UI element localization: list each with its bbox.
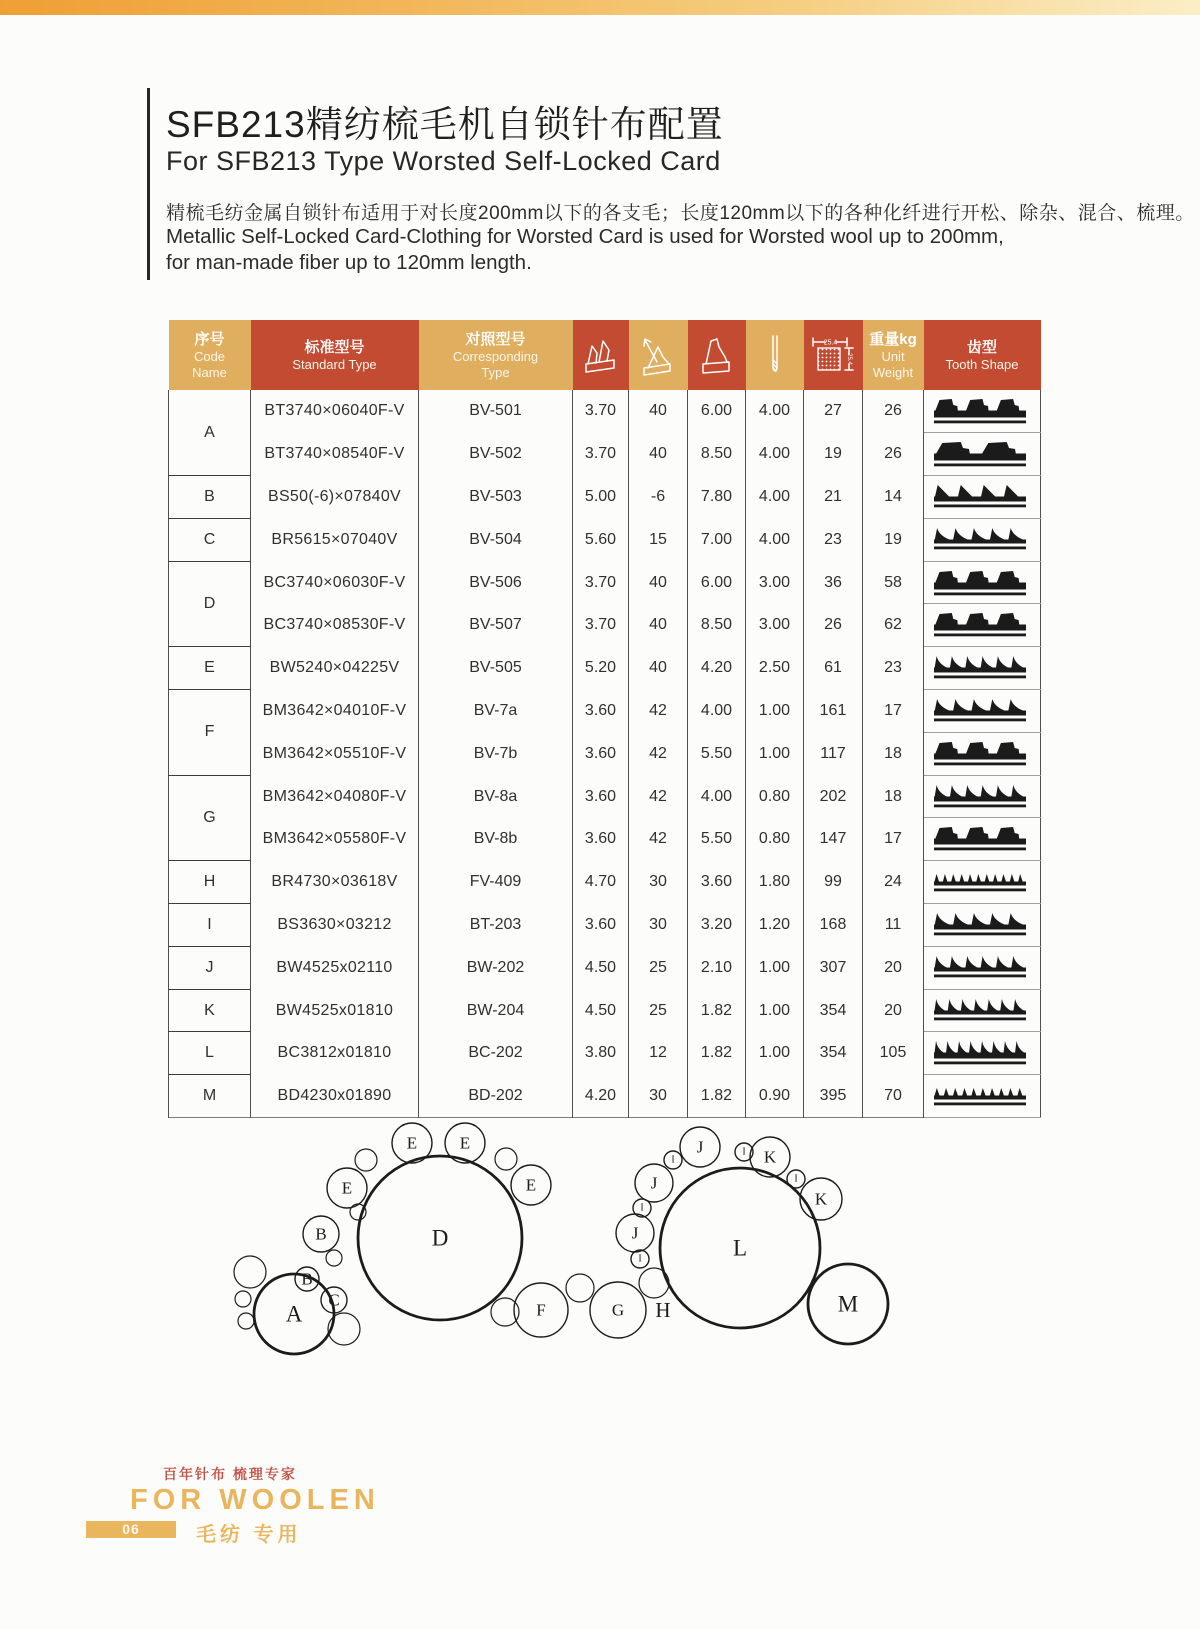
brand-logo: FOR WOOLEN	[130, 1484, 380, 1516]
cell-tooth-shape	[924, 775, 1041, 818]
cell-tooth-shape	[924, 690, 1041, 733]
description-zh: 精梳毛纺金属自锁针布适用于对长度200mm以下的各支毛；长度120mm以下的各种化纤进行开松、除杂、混合、梳理。	[166, 203, 1195, 224]
cell-tooth-depth: 7.00	[688, 518, 746, 561]
roller-label-A: A	[285, 1301, 303, 1327]
roller-label-J: J	[696, 1137, 704, 1157]
cell-tooth-shape	[924, 1032, 1041, 1075]
roller-label-C: C	[328, 1290, 340, 1310]
cell-unit-weight: 20	[863, 946, 924, 989]
cell-rib-width: 1.00	[746, 946, 804, 989]
cell-code-G: G	[169, 775, 251, 861]
cell-code-A: A	[169, 390, 251, 476]
cell-working-angle: 25	[629, 946, 688, 989]
svg-text:25.4: 25.4	[846, 353, 852, 365]
cell-working-angle: 12	[629, 1032, 688, 1075]
cell-tooth-depth: 5.50	[688, 732, 746, 775]
roller-small	[234, 1256, 266, 1288]
roller-small	[566, 1274, 594, 1302]
rib-width-icon	[763, 332, 787, 378]
cell-total-height: 5.20	[573, 647, 629, 690]
cell-total-height: 3.70	[573, 433, 629, 476]
table-row	[169, 904, 1041, 947]
cell-points-density: 354	[804, 989, 863, 1032]
tooth-shape-graphic	[932, 740, 1032, 768]
roller-label-M: M	[837, 1291, 859, 1317]
description-en	[166, 224, 1004, 276]
cell-rib-width: 1.20	[746, 904, 804, 947]
table-row	[169, 861, 1041, 904]
cell-unit-weight: 11	[863, 904, 924, 947]
cell-total-height: 3.60	[573, 690, 629, 733]
cell-total-height: 4.20	[573, 1075, 629, 1118]
table-row	[169, 1075, 1041, 1118]
cell-rib-width: 1.00	[746, 989, 804, 1032]
cell-standard-type: BM3642×04080F-V	[251, 775, 419, 818]
tooth-depth-icon	[698, 333, 736, 377]
tooth-shape-graphic	[932, 654, 1032, 682]
cell-working-angle: 40	[629, 561, 688, 604]
cell-corresponding-type: BV-503	[419, 476, 573, 519]
tooth-shape-graphic	[932, 440, 1032, 468]
roller-label-B: B	[301, 1269, 313, 1289]
cell-unit-weight: 23	[863, 647, 924, 690]
cell-total-height: 3.70	[573, 604, 629, 647]
cell-unit-weight: 18	[863, 732, 924, 775]
header-label: 对照型号	[465, 330, 526, 348]
cell-tooth-depth: 3.60	[688, 861, 746, 904]
cell-rib-width: 1.00	[746, 732, 804, 775]
cell-unit-weight: 58	[863, 561, 924, 604]
cell-code-L: L	[169, 1032, 251, 1075]
cell-code-E: E	[169, 647, 251, 690]
cell-rib-width: 4.00	[746, 390, 804, 433]
cell-tooth-depth: 4.00	[688, 690, 746, 733]
cell-code-K: K	[169, 989, 251, 1032]
header-tooth-height-icon	[573, 320, 629, 390]
cell-total-height: 4.50	[573, 989, 629, 1032]
cell-tooth-shape	[924, 904, 1041, 947]
cell-points-density: 161	[804, 690, 863, 733]
table-row	[169, 604, 1041, 647]
cell-unit-weight: 26	[863, 433, 924, 476]
cell-tooth-depth: 5.50	[688, 818, 746, 861]
tooth-height-icon	[581, 333, 621, 377]
cell-unit-weight: 18	[863, 775, 924, 818]
cell-points-density: 26	[804, 604, 863, 647]
cell-working-angle: 30	[629, 904, 688, 947]
cell-tooth-depth: 8.50	[688, 433, 746, 476]
cell-working-angle: -6	[629, 476, 688, 519]
cell-points-density: 23	[804, 518, 863, 561]
roller-small	[495, 1148, 517, 1170]
cell-working-angle: 40	[629, 390, 688, 433]
cell-points-density: 354	[804, 1032, 863, 1075]
cell-corresponding-type: FV-409	[419, 861, 573, 904]
cell-working-angle: 42	[629, 775, 688, 818]
cell-tooth-shape	[924, 989, 1041, 1032]
footer-category: 毛纺 专用	[196, 1524, 302, 1546]
header-points-density-icon	[804, 320, 863, 390]
cell-unit-weight: 70	[863, 1075, 924, 1118]
page-number-badge: 06	[86, 1521, 176, 1538]
cell-points-density: 202	[804, 775, 863, 818]
cell-tooth-depth: 4.00	[688, 775, 746, 818]
cell-working-angle: 40	[629, 433, 688, 476]
roller-label-I: I	[742, 1146, 746, 1158]
roller-label-I: I	[671, 1154, 675, 1166]
cell-standard-type: BW4525x02110	[251, 946, 419, 989]
cell-points-density: 395	[804, 1075, 863, 1118]
roller-label-E: E	[525, 1175, 537, 1195]
header-col-2	[419, 320, 573, 390]
cell-unit-weight: 62	[863, 604, 924, 647]
table-row	[169, 989, 1041, 1032]
cell-code-B: B	[169, 476, 251, 519]
cell-corresponding-type: BV-506	[419, 561, 573, 604]
cell-standard-type: BS50(-6)×07840V	[251, 476, 419, 519]
cell-total-height: 5.60	[573, 518, 629, 561]
tooth-shape-graphic	[932, 483, 1032, 511]
cell-points-density: 19	[804, 433, 863, 476]
cell-working-angle: 42	[629, 818, 688, 861]
roller-label-I: I	[638, 1253, 642, 1265]
cell-standard-type: BT3740×06040F-V	[251, 390, 419, 433]
roller-label-E: E	[341, 1178, 353, 1198]
cell-tooth-shape	[924, 732, 1041, 775]
cell-total-height: 3.60	[573, 818, 629, 861]
roller-label-H: H	[655, 1298, 671, 1322]
roller-label-J: J	[650, 1173, 658, 1193]
cell-unit-weight: 17	[863, 690, 924, 733]
spec-table-head	[169, 320, 1041, 390]
header-tooth-depth-icon	[688, 320, 746, 390]
cell-standard-type: BR5615×07040V	[251, 518, 419, 561]
cell-tooth-depth: 6.00	[688, 561, 746, 604]
cell-standard-type: BC3740×08530F-V	[251, 604, 419, 647]
cell-tooth-depth: 3.20	[688, 904, 746, 947]
cell-unit-weight: 105	[863, 1032, 924, 1075]
header-col-1	[251, 320, 419, 390]
cell-corresponding-type: BT-203	[419, 904, 573, 947]
cell-rib-width: 1.00	[746, 690, 804, 733]
cell-standard-type: BS3630×03212	[251, 904, 419, 947]
cell-corresponding-type: BD-202	[419, 1075, 573, 1118]
tooth-shape-graphic	[932, 611, 1032, 639]
roller-label-I: I	[794, 1173, 798, 1185]
header-col-0	[169, 320, 251, 390]
cell-working-angle: 42	[629, 732, 688, 775]
svg-text:25.4: 25.4	[823, 339, 838, 347]
cell-total-height: 3.70	[573, 561, 629, 604]
cell-corresponding-type: BW-204	[419, 989, 573, 1032]
header-rib-width-icon	[746, 320, 804, 390]
cell-corresponding-type: BC-202	[419, 1032, 573, 1075]
cell-points-density: 117	[804, 732, 863, 775]
tooth-shape-graphic	[932, 569, 1032, 597]
cell-tooth-shape	[924, 861, 1041, 904]
header-col-8	[863, 320, 924, 390]
cell-tooth-depth: 1.82	[688, 1075, 746, 1118]
tooth-angle-icon	[636, 333, 680, 377]
cell-corresponding-type: BW-202	[419, 946, 573, 989]
cell-rib-width: 4.00	[746, 433, 804, 476]
tooth-shape-graphic	[932, 697, 1032, 725]
roller-diagram	[230, 1116, 910, 1366]
cell-total-height: 3.60	[573, 904, 629, 947]
roller-label-K: K	[814, 1189, 828, 1209]
cell-tooth-shape	[924, 946, 1041, 989]
table-row	[169, 818, 1041, 861]
cell-tooth-shape	[924, 433, 1041, 476]
cell-tooth-depth: 4.20	[688, 647, 746, 690]
cell-tooth-depth: 8.50	[688, 604, 746, 647]
cell-tooth-depth: 2.10	[688, 946, 746, 989]
cell-standard-type: BC3812x01810	[251, 1032, 419, 1075]
cell-tooth-shape	[924, 561, 1041, 604]
cell-tooth-depth: 7.80	[688, 476, 746, 519]
cell-code-J: J	[169, 946, 251, 989]
header-label: Standard Type	[292, 356, 377, 372]
cell-unit-weight: 17	[863, 818, 924, 861]
cell-total-height: 3.60	[573, 775, 629, 818]
roller-label-I: I	[640, 1202, 644, 1214]
cell-corresponding-type: BV-501	[419, 390, 573, 433]
cell-total-height: 3.70	[573, 390, 629, 433]
cell-rib-width: 1.00	[746, 1032, 804, 1075]
cell-rib-width: 0.80	[746, 818, 804, 861]
roller-small	[326, 1250, 342, 1266]
cell-tooth-shape	[924, 1075, 1041, 1118]
tooth-shape-graphic	[932, 783, 1032, 811]
cell-working-angle: 15	[629, 518, 688, 561]
footer-tagline: 百年针布 梳理专家	[163, 1466, 297, 1482]
cell-tooth-shape	[924, 518, 1041, 561]
cell-corresponding-type: BV-7b	[419, 732, 573, 775]
tooth-shape-graphic	[932, 526, 1032, 554]
cell-working-angle: 40	[629, 647, 688, 690]
tooth-shape-graphic	[932, 911, 1032, 939]
page-title: SFB213精纺梳毛机自锁针布配置	[166, 104, 724, 145]
roller-label-F: F	[536, 1300, 546, 1320]
cell-tooth-depth: 1.82	[688, 1032, 746, 1075]
roller-label-E: E	[406, 1133, 418, 1153]
roller-small	[238, 1313, 254, 1329]
header-tooth-angle-icon	[629, 320, 688, 390]
cell-total-height: 4.50	[573, 946, 629, 989]
table-row	[169, 433, 1041, 476]
cell-corresponding-type: BV-507	[419, 604, 573, 647]
cell-working-angle: 40	[629, 604, 688, 647]
header-label: Weight	[872, 364, 914, 380]
roller-small	[328, 1313, 360, 1345]
cell-corresponding-type: BV-8a	[419, 775, 573, 818]
top-accent-bar	[0, 0, 1200, 15]
cell-total-height: 5.00	[573, 476, 629, 519]
cell-points-density: 99	[804, 861, 863, 904]
cell-unit-weight: 14	[863, 476, 924, 519]
table-row	[169, 775, 1041, 818]
cell-unit-weight: 19	[863, 518, 924, 561]
cell-tooth-shape	[924, 604, 1041, 647]
roller-small	[235, 1291, 251, 1307]
header-label: Code	[193, 348, 226, 364]
roller-label-L: L	[732, 1235, 748, 1261]
cell-code-M: M	[169, 1075, 251, 1118]
cell-standard-type: BW5240×04225V	[251, 647, 419, 690]
header-label: Corresponding	[452, 348, 539, 364]
cell-points-density: 147	[804, 818, 863, 861]
cell-rib-width: 0.90	[746, 1075, 804, 1118]
cell-points-density: 307	[804, 946, 863, 989]
header-label: 序号	[194, 330, 225, 348]
cell-standard-type: BD4230x01890	[251, 1075, 419, 1118]
points-density-icon	[809, 332, 857, 378]
cell-rib-width: 3.00	[746, 561, 804, 604]
table-row	[169, 390, 1041, 433]
cell-rib-width: 3.00	[746, 604, 804, 647]
roller-label-E: E	[459, 1133, 471, 1153]
table-row	[169, 476, 1041, 519]
cell-working-angle: 25	[629, 989, 688, 1032]
cell-unit-weight: 20	[863, 989, 924, 1032]
header-label: Tooth Shape	[945, 356, 1019, 372]
table-row	[169, 690, 1041, 733]
cell-working-angle: 30	[629, 861, 688, 904]
table-row	[169, 1032, 1041, 1075]
description-en-line2: for man-made fiber up to 120mm length.	[166, 251, 532, 274]
cell-tooth-shape	[924, 390, 1041, 433]
header-col-9	[924, 320, 1041, 390]
table-row	[169, 518, 1041, 561]
cell-unit-weight: 26	[863, 390, 924, 433]
cell-total-height: 4.70	[573, 861, 629, 904]
cell-rib-width: 0.80	[746, 775, 804, 818]
header-label: 齿型	[966, 338, 997, 356]
cell-code-F: F	[169, 690, 251, 776]
cell-rib-width: 1.80	[746, 861, 804, 904]
table-row	[169, 946, 1041, 989]
cell-rib-width: 4.00	[746, 476, 804, 519]
cell-tooth-shape	[924, 647, 1041, 690]
table-row	[169, 732, 1041, 775]
cell-total-height: 3.60	[573, 732, 629, 775]
cell-code-D: D	[169, 561, 251, 647]
tooth-shape-graphic	[932, 997, 1032, 1025]
cell-total-height: 3.80	[573, 1032, 629, 1075]
cell-corresponding-type: BV-7a	[419, 690, 573, 733]
cell-working-angle: 42	[629, 690, 688, 733]
cell-points-density: 168	[804, 904, 863, 947]
cell-corresponding-type: BV-504	[419, 518, 573, 561]
header-label: Unit	[881, 348, 905, 364]
cell-tooth-depth: 6.00	[688, 390, 746, 433]
cell-tooth-depth: 1.82	[688, 989, 746, 1032]
cell-rib-width: 4.00	[746, 518, 804, 561]
cell-corresponding-type: BV-502	[419, 433, 573, 476]
cell-points-density: 61	[804, 647, 863, 690]
tooth-shape-graphic	[932, 1039, 1032, 1067]
cell-code-H: H	[169, 861, 251, 904]
table-row	[169, 561, 1041, 604]
table-row	[169, 647, 1041, 690]
cell-standard-type: BR4730×03618V	[251, 861, 419, 904]
title-vertical-rule	[147, 88, 150, 280]
cell-code-C: C	[169, 518, 251, 561]
cell-corresponding-type: BV-8b	[419, 818, 573, 861]
cell-points-density: 21	[804, 476, 863, 519]
tooth-shape-graphic	[932, 1082, 1032, 1110]
cell-rib-width: 2.50	[746, 647, 804, 690]
header-label: 标准型号	[304, 338, 365, 356]
header-label: Type	[481, 364, 510, 380]
description-en-line1: Metallic Self-Locked Card-Clothing for Worsted Card is used for Worsted wool up to 200mm,	[166, 225, 1004, 248]
cell-points-density: 36	[804, 561, 863, 604]
roller-label-J: J	[631, 1223, 639, 1243]
cell-unit-weight: 24	[863, 861, 924, 904]
cell-working-angle: 30	[629, 1075, 688, 1118]
header-label: Name	[192, 364, 227, 380]
cell-standard-type: BT3740×08540F-V	[251, 433, 419, 476]
tooth-shape-graphic	[932, 868, 1032, 896]
tooth-shape-graphic	[932, 954, 1032, 982]
cell-code-I: I	[169, 904, 251, 947]
cell-standard-type: BM3642×05580F-V	[251, 818, 419, 861]
cell-points-density: 27	[804, 390, 863, 433]
tooth-shape-graphic	[932, 397, 1032, 425]
cell-corresponding-type: BV-505	[419, 647, 573, 690]
roller-small	[355, 1149, 377, 1171]
cell-standard-type: BM3642×05510F-V	[251, 732, 419, 775]
cell-tooth-shape	[924, 476, 1041, 519]
spec-table	[168, 320, 1041, 1118]
tooth-shape-graphic	[932, 825, 1032, 853]
page-subtitle: For SFB213 Type Worsted Self-Locked Card	[166, 146, 721, 176]
header-label: 重量kg	[869, 330, 917, 348]
roller-label-D: D	[431, 1225, 449, 1251]
spec-table-header-row	[169, 320, 1041, 390]
cell-standard-type: BC3740×06030F-V	[251, 561, 419, 604]
spec-table-body	[169, 390, 1041, 1118]
cell-tooth-shape	[924, 818, 1041, 861]
roller-label-G: G	[611, 1300, 625, 1320]
roller-label-B: B	[315, 1224, 327, 1244]
cell-standard-type: BW4525x01810	[251, 989, 419, 1032]
cell-standard-type: BM3642×04010F-V	[251, 690, 419, 733]
roller-label-K: K	[763, 1147, 777, 1167]
